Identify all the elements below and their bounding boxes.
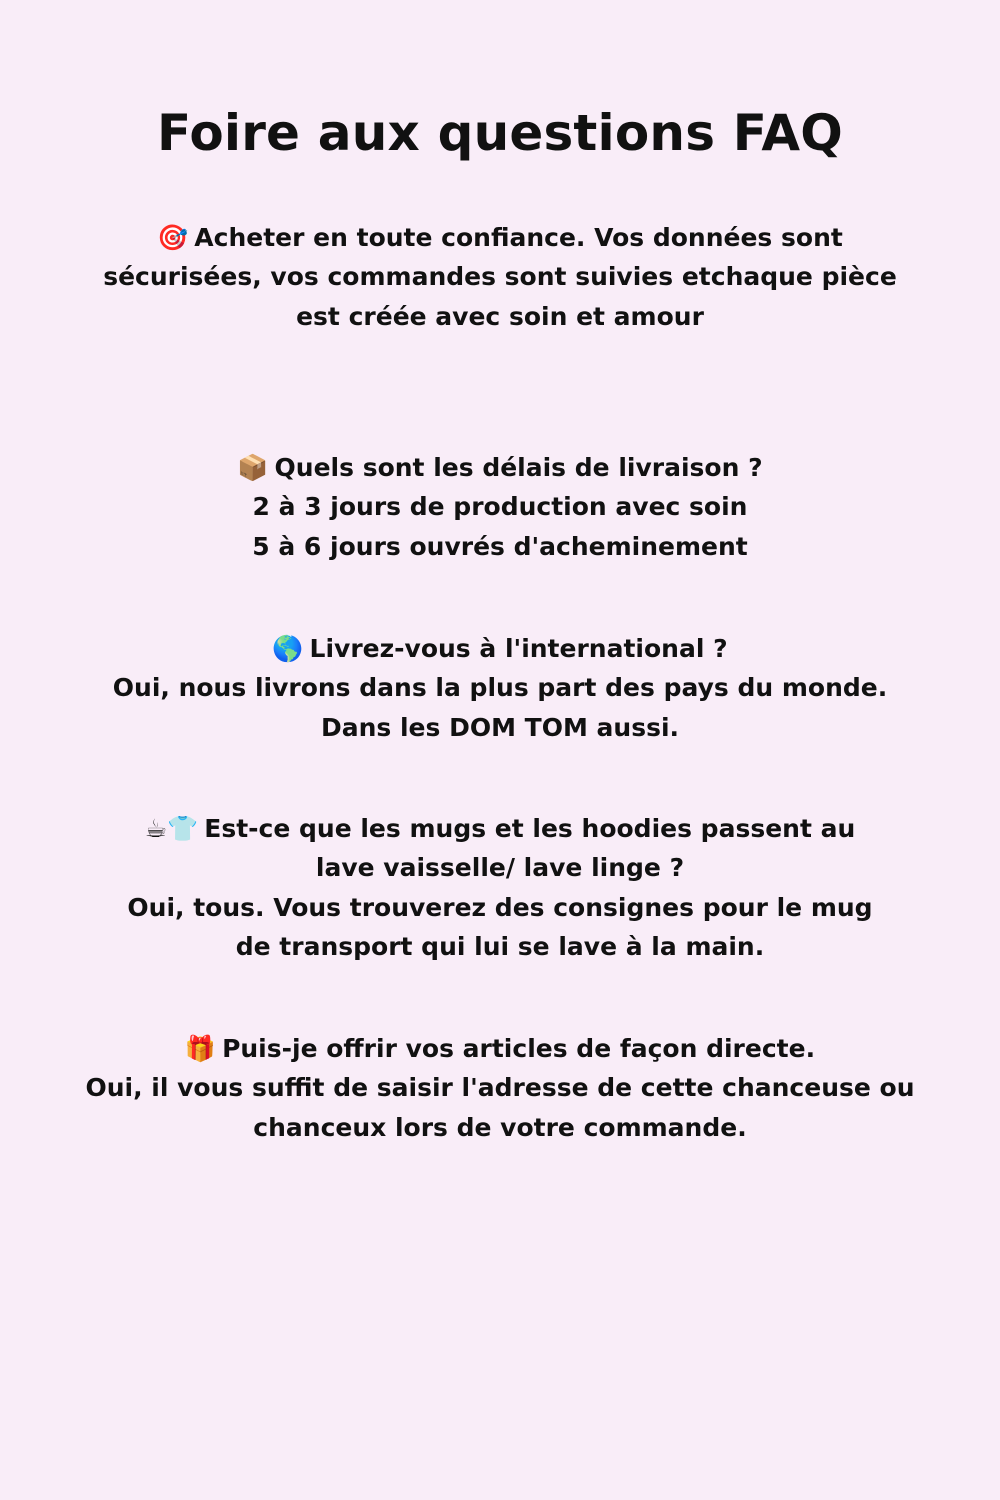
faq-item-delivery-times <box>60 448 940 566</box>
gift-icon: 🎁 <box>184 1034 217 1063</box>
page-title: Foire aux questions FAQ <box>156 104 844 162</box>
faq-question <box>60 1029 940 1068</box>
direct-hit-icon: 🎯 <box>157 223 189 252</box>
faq-answer-line: de transport qui lui se lave à la main. <box>235 931 765 961</box>
faq-answer-line: Oui, tous. Vous trouverez des consignes pour le mug <box>127 892 873 922</box>
faq-answer-line: Oui, nous livrons dans la plus part des pays du monde. <box>112 673 888 703</box>
faq-question-text: Est-ce que les mugs et les hoodies passent au <box>204 814 856 843</box>
faq-question <box>60 448 940 487</box>
faq-answer-line: 5 à 6 jours ouvrés d'acheminement <box>252 531 748 561</box>
faq-question-text: Quels sont les délais de livraison ? <box>274 453 763 482</box>
intro-line: sécurisées, vos commandes sont suivies etchaque pièce <box>103 262 897 292</box>
faq-item-gift <box>60 1029 940 1147</box>
faq-question-text: Puis-je offrir vos articles de façon directe. <box>222 1034 816 1063</box>
coffee-tshirt-icon: ☕👕 <box>144 814 199 843</box>
faq-question-line: lave vaisselle/ lave linge ? <box>315 853 685 883</box>
intro-text <box>60 218 940 336</box>
faq-answer-line: Dans les DOM TOM aussi. <box>320 712 680 742</box>
faq-item-washing <box>60 809 940 966</box>
faq-answer-line: Oui, il vous suffit de saisir l'adresse de cette chanceuse ou <box>85 1073 915 1103</box>
faq-question-text: Livrez-vous à l'international ? <box>309 634 728 663</box>
globe-icon: 🌎 <box>272 634 304 663</box>
faq-answer-line: 2 à 3 jours de production avec soin <box>252 492 748 522</box>
faq-question <box>60 809 940 848</box>
faq-question <box>60 629 940 668</box>
intro-line: est créée avec soin et amour <box>296 301 704 331</box>
faq-answer-line: chanceux lors de votre commande. <box>253 1112 747 1142</box>
intro-line-text: Acheter en toute confiance. Vos données sont <box>194 223 843 252</box>
package-icon: 📦 <box>237 453 269 482</box>
intro-line <box>60 218 940 257</box>
faq-item-international <box>60 629 940 747</box>
